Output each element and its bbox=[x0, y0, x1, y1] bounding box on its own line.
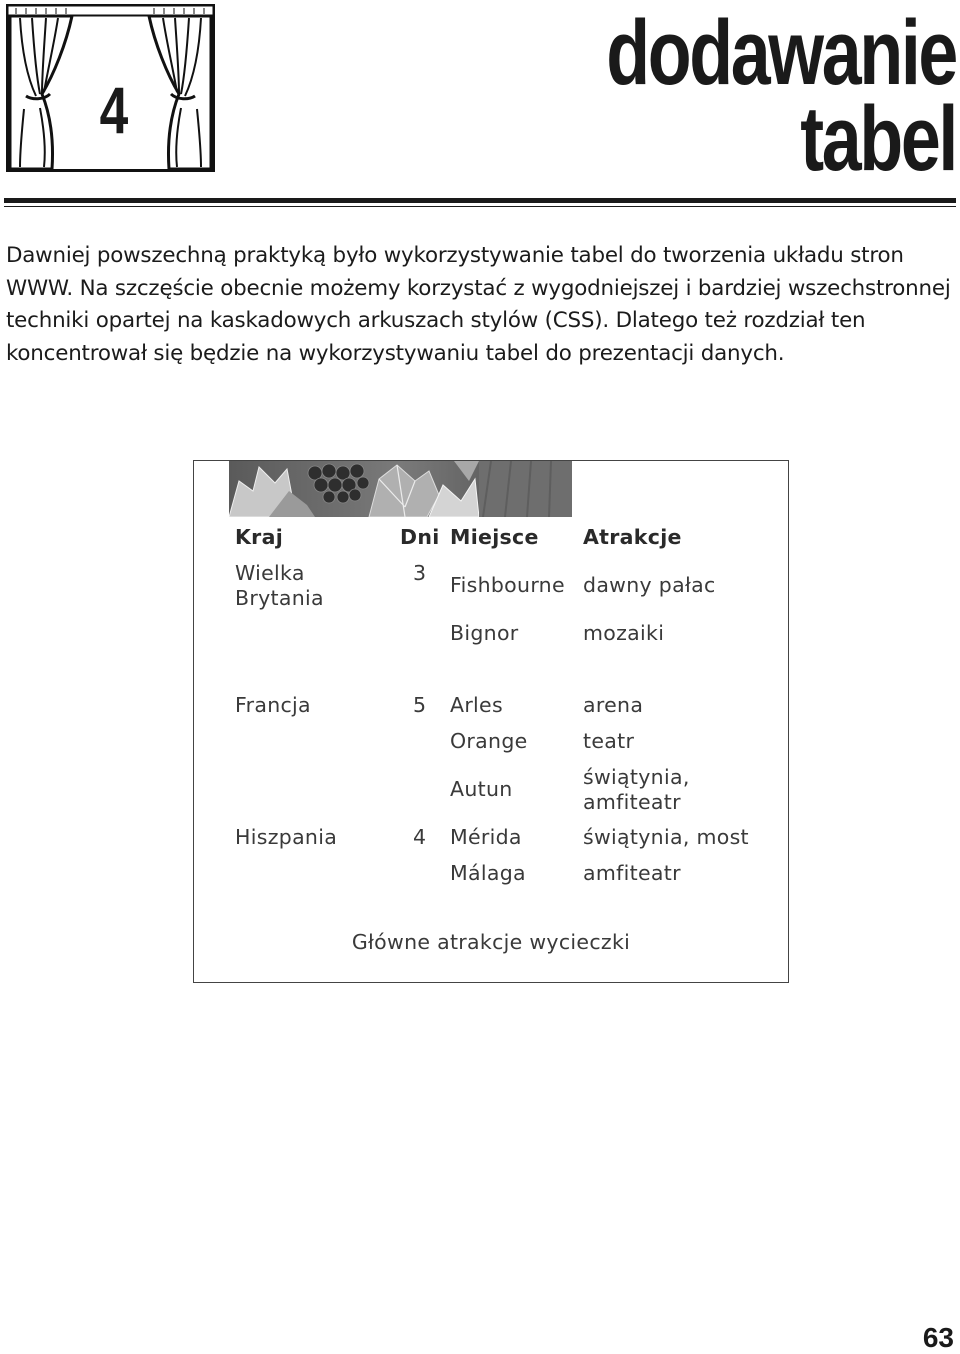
table-cell-place: Bignor bbox=[450, 621, 519, 645]
table-cell-days: 4 bbox=[413, 825, 427, 849]
chapter-title bbox=[436, 2, 956, 190]
header-dni: Dni bbox=[400, 525, 440, 549]
chapter-title-line2: tabel bbox=[800, 88, 956, 190]
table-cell-attraction: świątynia, amfiteatr bbox=[583, 765, 690, 814]
table-cell-place: Málaga bbox=[450, 861, 526, 885]
table-cell-country: Wielka Brytania bbox=[235, 561, 324, 610]
table-cell-attraction: amfiteatr bbox=[583, 861, 681, 885]
page-number: 63 bbox=[922, 1322, 954, 1353]
table-cell-country: Francja bbox=[235, 693, 311, 717]
header-rule bbox=[4, 198, 956, 203]
table-cell-attraction: mozaiki bbox=[583, 621, 665, 645]
table-cell-place: Mérida bbox=[450, 825, 522, 849]
table-cell-place: Orange bbox=[450, 729, 528, 753]
chapter-title-line1: dodawanie bbox=[606, 2, 956, 104]
chapter-badge bbox=[6, 4, 215, 172]
table-cell-place: Autun bbox=[450, 777, 513, 801]
table-cell-country: Hiszpania bbox=[235, 825, 338, 849]
table-screenshot bbox=[193, 460, 789, 983]
table-cell-days: 5 bbox=[413, 693, 427, 717]
table-cell-attraction: świątynia, most bbox=[583, 825, 749, 849]
table-cell-place: Arles bbox=[450, 693, 503, 717]
header-kraj: Kraj bbox=[235, 525, 284, 549]
intro-paragraph: Dawniej powszechną praktyką było wykorzystywanie tabel do tworzenia układu stron WWW. Na szczęście obecnie możemy korzystać z wygodniejszej i bardziej wszechstronnej techniki opartej na kaskadowych arkuszach stylów (CSS). Dlatego też rozdział ten koncentrował się będzie na wykorzystywaniu tabel do prezentacji danych. bbox=[6, 243, 951, 366]
header-miejsce: Miejsce bbox=[450, 525, 539, 549]
table-cell-attraction: teatr bbox=[583, 729, 635, 753]
table-caption: Główne atrakcje wycieczki bbox=[351, 930, 631, 954]
table-cell-place: Fishbourne bbox=[450, 573, 565, 597]
table-cell-days: 3 bbox=[413, 561, 427, 585]
header-rule-thin bbox=[4, 206, 956, 207]
grape-leaves-banner bbox=[229, 461, 572, 517]
header-atrakcje: Atrakcje bbox=[583, 525, 682, 549]
chapter-number: 4 bbox=[99, 73, 129, 147]
table-cell-attraction: dawny pałac bbox=[583, 573, 716, 597]
table-cell-attraction: arena bbox=[583, 693, 644, 717]
